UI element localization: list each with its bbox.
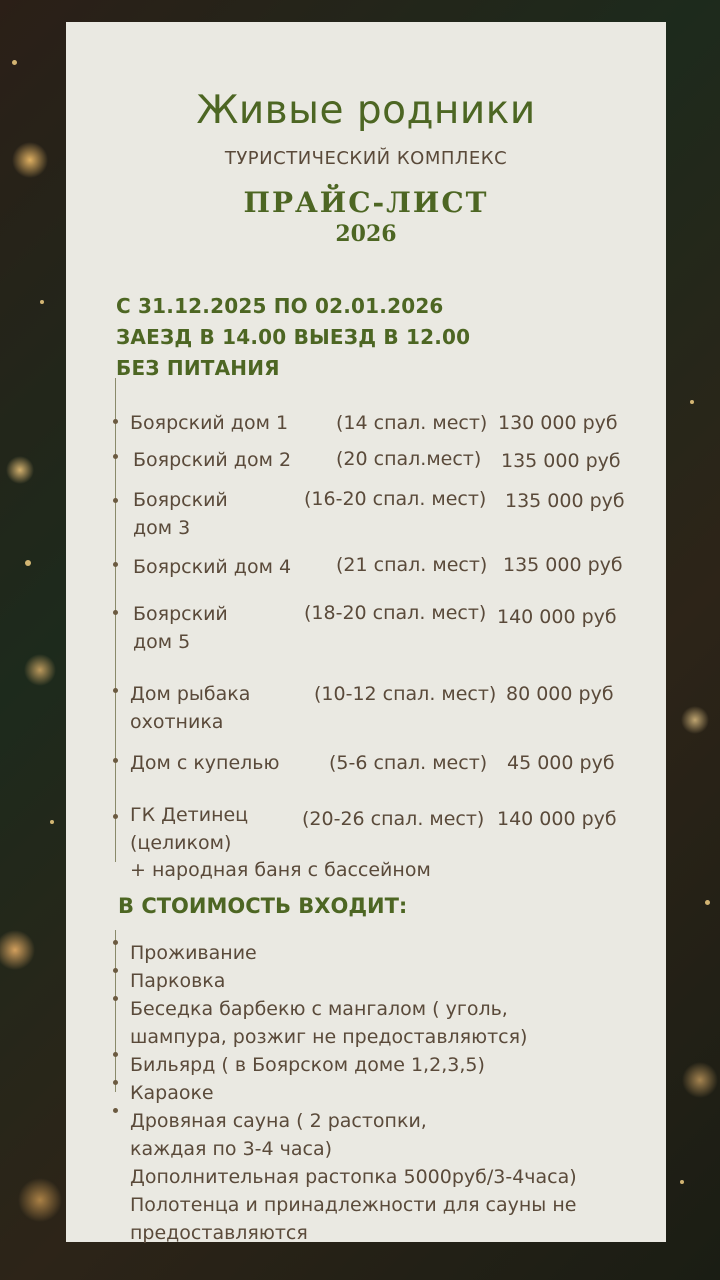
- subtitle: ТУРИСТИЧЕСКИЙ КОМПЛЕКС: [224, 148, 508, 169]
- bullet-icon: [113, 996, 118, 1001]
- house-name: Дом рыбака: [130, 683, 251, 705]
- bullet-icon: [113, 968, 118, 973]
- house-name: дом 3: [133, 517, 191, 539]
- house-price: 130 000 руб: [498, 412, 618, 434]
- house-name: (целиком): [130, 832, 232, 854]
- included-heading: В СТОИМОСТЬ ВХОДИТ:: [118, 894, 408, 918]
- background-light: [680, 1180, 684, 1184]
- list-divider-line: [115, 930, 116, 1092]
- house-name: Боярский дом 2: [133, 449, 292, 471]
- house-capacity: (21 спал. мест): [336, 554, 488, 576]
- included-item: Полотенца и принадлежности для сауны не: [130, 1194, 577, 1216]
- page-title: Живые родники: [196, 88, 536, 133]
- included-item: каждая по 3-4 часа): [130, 1138, 333, 1160]
- bullet-icon: [113, 562, 118, 567]
- house-price: 135 000 руб: [505, 490, 625, 512]
- house-name: Боярский: [133, 603, 228, 625]
- house-price: 135 000 руб: [503, 554, 623, 576]
- bullet-icon: [113, 814, 118, 819]
- house-name: ГК Детинец: [130, 804, 249, 826]
- background-light: [50, 820, 54, 824]
- house-name: Боярский дом 4: [133, 556, 292, 578]
- house-price: 135 000 руб: [501, 450, 621, 472]
- house-name: дом 5: [133, 631, 191, 653]
- house-capacity: (5-6 спал. мест): [329, 752, 488, 774]
- checkin-line: ЗАЕЗД В 14.00 ВЫЕЗД В 12.00: [116, 325, 471, 349]
- background-light: [40, 300, 44, 304]
- house-price: 80 000 руб: [506, 683, 614, 705]
- house-price: 45 000 руб: [507, 752, 615, 774]
- meals-line: БЕЗ ПИТАНИЯ: [116, 356, 280, 380]
- house-price: 140 000 руб: [497, 606, 617, 628]
- included-item: Беседка барбекю с мангалом ( уголь,: [130, 998, 508, 1020]
- included-item: Проживание: [130, 942, 257, 964]
- house-capacity: (18-20 спал. мест): [304, 602, 487, 624]
- background-light: [12, 60, 17, 65]
- included-item: Парковка: [130, 970, 226, 992]
- house-name: Боярский: [133, 489, 228, 511]
- house-price: 140 000 руб: [497, 808, 617, 830]
- house-name: Дом с купелью: [130, 752, 280, 774]
- bullet-icon: [113, 498, 118, 503]
- house-name: Боярский дом 1: [130, 412, 289, 434]
- included-item: предоставляются: [130, 1222, 308, 1244]
- price-list-card: [66, 22, 666, 1242]
- bullet-icon: [113, 610, 118, 615]
- included-item: Дополнительная растопка 5000руб/3-4часа): [130, 1166, 577, 1188]
- house-capacity: (16-20 спал. мест): [304, 488, 487, 510]
- house-capacity: (20-26 спал. мест): [302, 808, 485, 830]
- included-item: шампура, розжиг не предоставляются): [130, 1026, 528, 1048]
- included-item: Караоке: [130, 1082, 214, 1104]
- house-capacity: (10-12 спал. мест): [314, 683, 497, 705]
- background-light: [25, 560, 31, 566]
- house-capacity: (14 спал. мест): [336, 412, 488, 434]
- included-item: Бильярд ( в Боярском доме 1,2,3,5): [130, 1054, 485, 1076]
- bullet-icon: [113, 1052, 118, 1057]
- bullet-icon: [113, 1108, 118, 1113]
- bullet-icon: [113, 419, 118, 424]
- price-list-heading: ПРАЙС-ЛИСТ: [243, 186, 489, 219]
- background-light: [690, 400, 694, 404]
- bullet-icon: [113, 1080, 118, 1085]
- bullet-icon: [113, 758, 118, 763]
- house-name: охотника: [130, 711, 224, 733]
- bullet-icon: [113, 940, 118, 945]
- bullet-icon: [113, 454, 118, 459]
- bullet-icon: [113, 688, 118, 693]
- included-item: Дровяная сауна ( 2 растопки,: [130, 1110, 427, 1132]
- background-light: [705, 900, 710, 905]
- dates-line: С 31.12.2025 ПО 02.01.2026: [116, 294, 444, 318]
- house-capacity: (20 спал.мест): [336, 448, 482, 470]
- list-divider-line: [115, 378, 116, 862]
- price-list-year: 2026: [335, 221, 397, 247]
- house-extra-note: + народная баня с бассейном: [130, 859, 431, 881]
